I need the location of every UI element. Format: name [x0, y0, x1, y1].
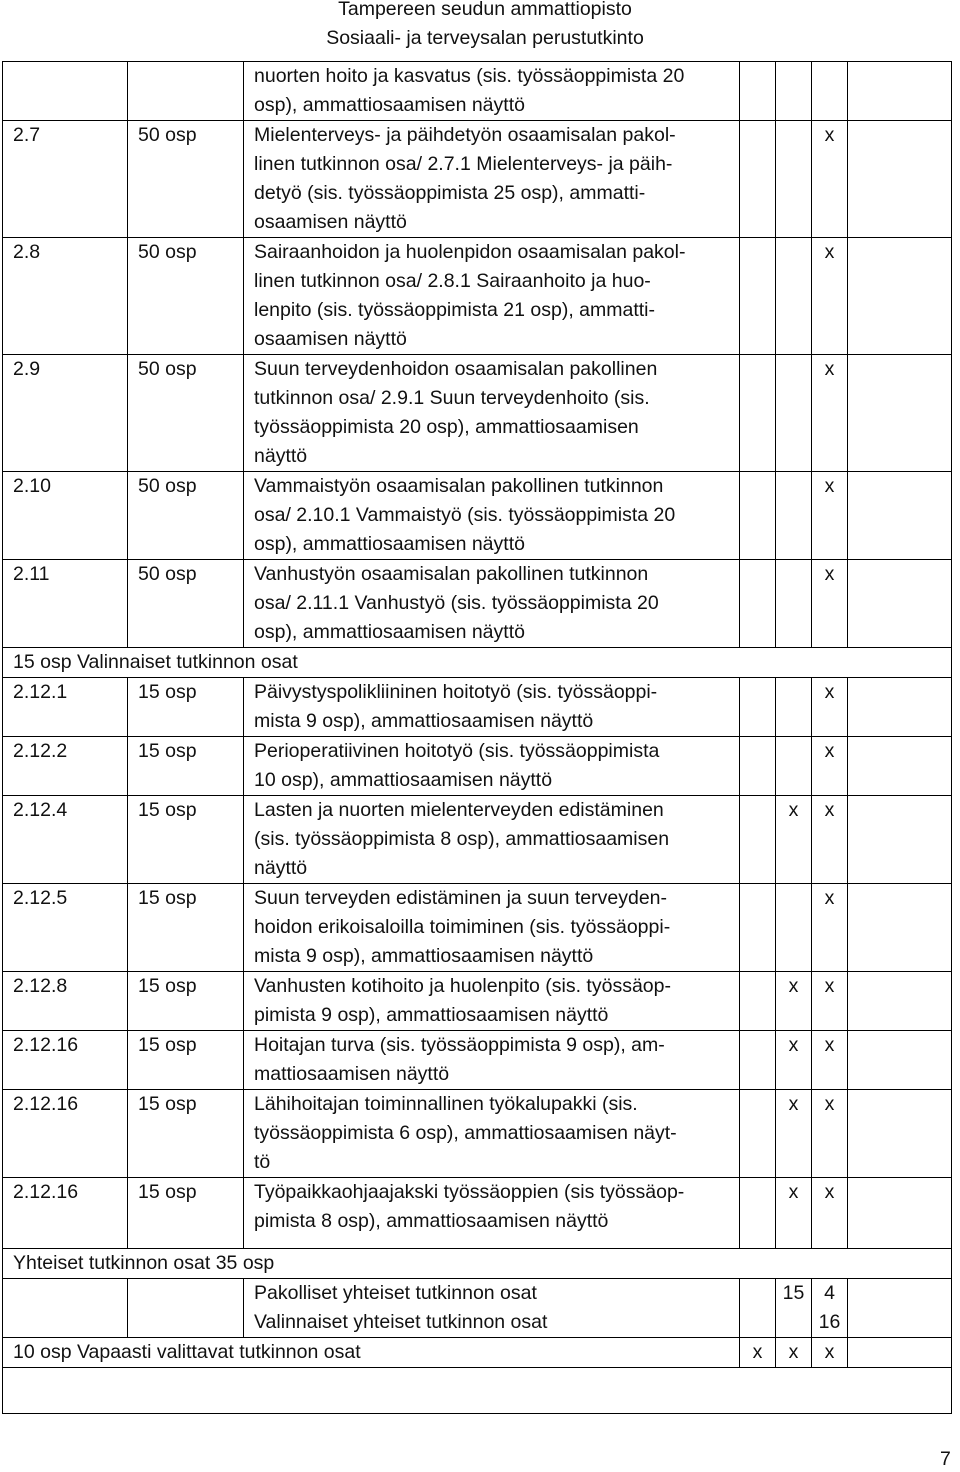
- vapaasti-label: 10 osp Vapaasti valittavat tutkinnon osat: [3, 1338, 740, 1368]
- mark-col-3: x: [812, 884, 848, 972]
- mark-col-1: [740, 238, 776, 355]
- unit-description: Suun terveydenhoidon osaamisalan pakollinen tutkinnon osa/ 2.9.1 Suun terveydenhoito (sis. työssäoppimista 20 osp), ammattiosaamisen näyttö: [244, 355, 740, 472]
- empty-row: [3, 1368, 952, 1414]
- mark-col-4: [848, 737, 952, 796]
- unit-credits: 15 osp: [128, 678, 244, 737]
- section-valinnaiset: 15 osp Valinnaiset tutkinnon osat: [3, 648, 952, 678]
- table-row: [3, 678, 952, 737]
- valinnaiset-label: Valinnaiset yhteiset tutkinnon osat: [254, 1311, 548, 1333]
- mark-col-4: [848, 238, 952, 355]
- unit-code: [3, 62, 128, 121]
- unit-description: Päivystyspolikliininen hoitotyö (sis. työssäoppi- mista 9 osp), ammattiosaamisen näyttö: [244, 678, 740, 737]
- yhteiset-title-row: [3, 1249, 952, 1279]
- mark-col-1: [740, 355, 776, 472]
- mark-col-1: [740, 62, 776, 121]
- unit-code: 2.12.5: [3, 884, 128, 972]
- credits-value: 16: [818, 1311, 841, 1333]
- unit-code: 2.7: [3, 121, 128, 238]
- credits-col-3: [812, 1279, 848, 1338]
- table-row: [3, 1031, 952, 1090]
- unit-code: 2.12.8: [3, 972, 128, 1031]
- unit-credits: 50 osp: [128, 355, 244, 472]
- mark-col-1: [740, 796, 776, 884]
- unit-description: nuorten hoito ja kasvatus (sis. työssäoppimista 20 osp), ammattiosaamisen näyttö: [244, 62, 740, 121]
- mark-col-3: x: [812, 737, 848, 796]
- unit-code: 2.10: [3, 472, 128, 560]
- table-row: [3, 796, 952, 884]
- table-row: [3, 560, 952, 648]
- mark-col-3: x: [812, 678, 848, 737]
- unit-code: 2.11: [3, 560, 128, 648]
- unit-credits: 50 osp: [128, 238, 244, 355]
- table-row: [3, 238, 952, 355]
- mark-col-3: x: [812, 1338, 848, 1368]
- mark-col-2: x: [776, 796, 812, 884]
- unit-description: Työpaikkaohjaajakski työssäoppien (sis työssäop- pimista 8 osp), ammattiosaamisen näyttö: [244, 1178, 740, 1249]
- mark-col-1: x: [740, 1338, 776, 1368]
- mark-col-3: x: [812, 1090, 848, 1178]
- table-row: [3, 884, 952, 972]
- mark-col-1: [740, 1178, 776, 1249]
- unit-credits: 50 osp: [128, 121, 244, 238]
- unit-credits: 15 osp: [128, 1031, 244, 1090]
- mark-col-1: [740, 472, 776, 560]
- mark-col-1: [740, 1090, 776, 1178]
- unit-credits: 15 osp: [128, 1090, 244, 1178]
- mark-col-4: [848, 355, 952, 472]
- mark-col-2: x: [776, 972, 812, 1031]
- unit-description: Suun terveyden edistäminen ja suun terveyden- hoidon erikoisaloilla toimiminen (sis. työssäoppi- mista 9 osp), ammattiosaamisen näyttö: [244, 884, 740, 972]
- mark-col-4: [848, 1031, 952, 1090]
- yhteiset-detail-row: [3, 1279, 952, 1338]
- mark-col-4: [848, 472, 952, 560]
- unit-code: 2.9: [3, 355, 128, 472]
- unit-description: Sairaanhoidon ja huolenpidon osaamisalan pakol- linen tutkinnon osa/ 2.8.1 Sairaanhoito ja huo- lenpito (sis. työssäoppimista 21 osp), ammatti- osaamisen näyttö: [244, 238, 740, 355]
- unit-credits: 15 osp: [128, 1178, 244, 1249]
- mark-col-3: x: [812, 121, 848, 238]
- yhteiset-parts: [244, 1279, 740, 1338]
- unit-description: Vanhusten kotihoito ja huolenpito (sis. työssäop- pimista 9 osp), ammattiosaamisen näyttö: [244, 972, 740, 1031]
- table-row: [3, 737, 952, 796]
- mark-col-2: [776, 884, 812, 972]
- vapaasti-row: [3, 1338, 952, 1368]
- credits-pakolliset: 15: [776, 1279, 812, 1338]
- unit-code: 2.12.16: [3, 1178, 128, 1249]
- mark-col-3: x: [812, 1031, 848, 1090]
- unit-code: 2.12.16: [3, 1031, 128, 1090]
- table-row: [3, 355, 952, 472]
- table-row: [3, 1178, 952, 1249]
- table-row: [3, 472, 952, 560]
- unit-code: 2.12.16: [3, 1090, 128, 1178]
- mark-col-2: [776, 121, 812, 238]
- mark-col-2: [776, 355, 812, 472]
- mark-col-1: [740, 884, 776, 972]
- mark-col-3: x: [812, 972, 848, 1031]
- mark-col-1: [740, 121, 776, 238]
- mark-col-2: x: [776, 1338, 812, 1368]
- mark-col-2: [776, 737, 812, 796]
- unit-description: Perioperatiivinen hoitotyö (sis. työssäoppimista 10 osp), ammattiosaamisen näyttö: [244, 737, 740, 796]
- empty-cell: [128, 1279, 244, 1338]
- unit-code: 2.8: [3, 238, 128, 355]
- mark-col-4: [848, 972, 952, 1031]
- credits-value: 4: [824, 1282, 835, 1304]
- mark-col-4: [848, 1338, 952, 1368]
- mark-col-4: [848, 796, 952, 884]
- unit-code: 2.12.2: [3, 737, 128, 796]
- table-row: [3, 972, 952, 1031]
- table-body: [3, 62, 952, 1414]
- mark-col-4: [848, 1279, 952, 1338]
- table-row: [3, 121, 952, 238]
- mark-col-3: [812, 62, 848, 121]
- mark-col-2: [776, 62, 812, 121]
- mark-col-4: [848, 121, 952, 238]
- unit-description: Vanhustyön osaamisalan pakollinen tutkinnon osa/ 2.11.1 Vanhustyö (sis. työssäoppimista 20 osp), ammattiosaamisen näyttö: [244, 560, 740, 648]
- mark-col-3: x: [812, 238, 848, 355]
- unit-description: Mielenterveys- ja päihdetyön osaamisalan pakol- linen tutkinnon osa/ 2.7.1 Mielenterveys- ja päih- detyö (sis. työssäoppimista 25 osp), ammatti- osaamisen näyttö: [244, 121, 740, 238]
- mark-col-3: x: [812, 1178, 848, 1249]
- empty-cell: [3, 1279, 128, 1338]
- study-table: [2, 61, 952, 1414]
- unit-credits: 50 osp: [128, 472, 244, 560]
- unit-description: Lähihoitajan toiminnallinen työkalupakki (sis. työssäoppimista 6 osp), ammattiosaamisen näyt- tö: [244, 1090, 740, 1178]
- unit-credits: 15 osp: [128, 972, 244, 1031]
- mark-col-1: [740, 972, 776, 1031]
- unit-code: 2.12.4: [3, 796, 128, 884]
- mark-col-4: [848, 884, 952, 972]
- mark-col-1: [740, 678, 776, 737]
- mark-col-2: x: [776, 1031, 812, 1090]
- mark-col-4: [848, 1178, 952, 1249]
- unit-credits: [128, 62, 244, 121]
- school-name: Tampereen seudun ammattiopisto: [338, 0, 632, 20]
- page-number: 7: [940, 1448, 951, 1470]
- empty-cell: [3, 1368, 952, 1414]
- pakolliset-label: Pakolliset yhteiset tutkinnon osat: [254, 1282, 537, 1304]
- mark-col-1: [740, 560, 776, 648]
- mark-col-1: [740, 1279, 776, 1338]
- yhteiset-title: Yhteiset tutkinnon osat 35 osp: [3, 1249, 952, 1279]
- mark-col-4: [848, 1090, 952, 1178]
- unit-description: Lasten ja nuorten mielenterveyden edistäminen (sis. työssäoppimista 8 osp), ammattiosaamisen näyttö: [244, 796, 740, 884]
- unit-credits: 15 osp: [128, 796, 244, 884]
- mark-col-4: [848, 560, 952, 648]
- mark-col-3: x: [812, 472, 848, 560]
- mark-col-3: x: [812, 355, 848, 472]
- mark-col-2: x: [776, 1178, 812, 1249]
- unit-credits: 15 osp: [128, 884, 244, 972]
- table-row: [3, 62, 952, 121]
- mark-col-4: [848, 62, 952, 121]
- mark-col-2: x: [776, 1090, 812, 1178]
- unit-description: Vammaistyön osaamisalan pakollinen tutkinnon osa/ 2.10.1 Vammaistyö (sis. työssäoppimista 20 osp), ammattiosaamisen näyttö: [244, 472, 740, 560]
- mark-col-4: [848, 678, 952, 737]
- table-row: [3, 1090, 952, 1178]
- unit-credits: 15 osp: [128, 737, 244, 796]
- mark-col-1: [740, 1031, 776, 1090]
- mark-col-2: [776, 560, 812, 648]
- section-row: [3, 648, 952, 678]
- mark-col-2: [776, 678, 812, 737]
- unit-code: 2.12.1: [3, 678, 128, 737]
- mark-col-1: [740, 737, 776, 796]
- mark-col-2: [776, 238, 812, 355]
- mark-col-2: [776, 472, 812, 560]
- mark-col-3: x: [812, 796, 848, 884]
- unit-description: Hoitajan turva (sis. työssäoppimista 9 osp), am- mattiosaamisen näyttö: [244, 1031, 740, 1090]
- mark-col-3: x: [812, 560, 848, 648]
- unit-credits: 50 osp: [128, 560, 244, 648]
- degree-name: Sosiaali- ja terveysalan perustutkinto: [326, 27, 644, 49]
